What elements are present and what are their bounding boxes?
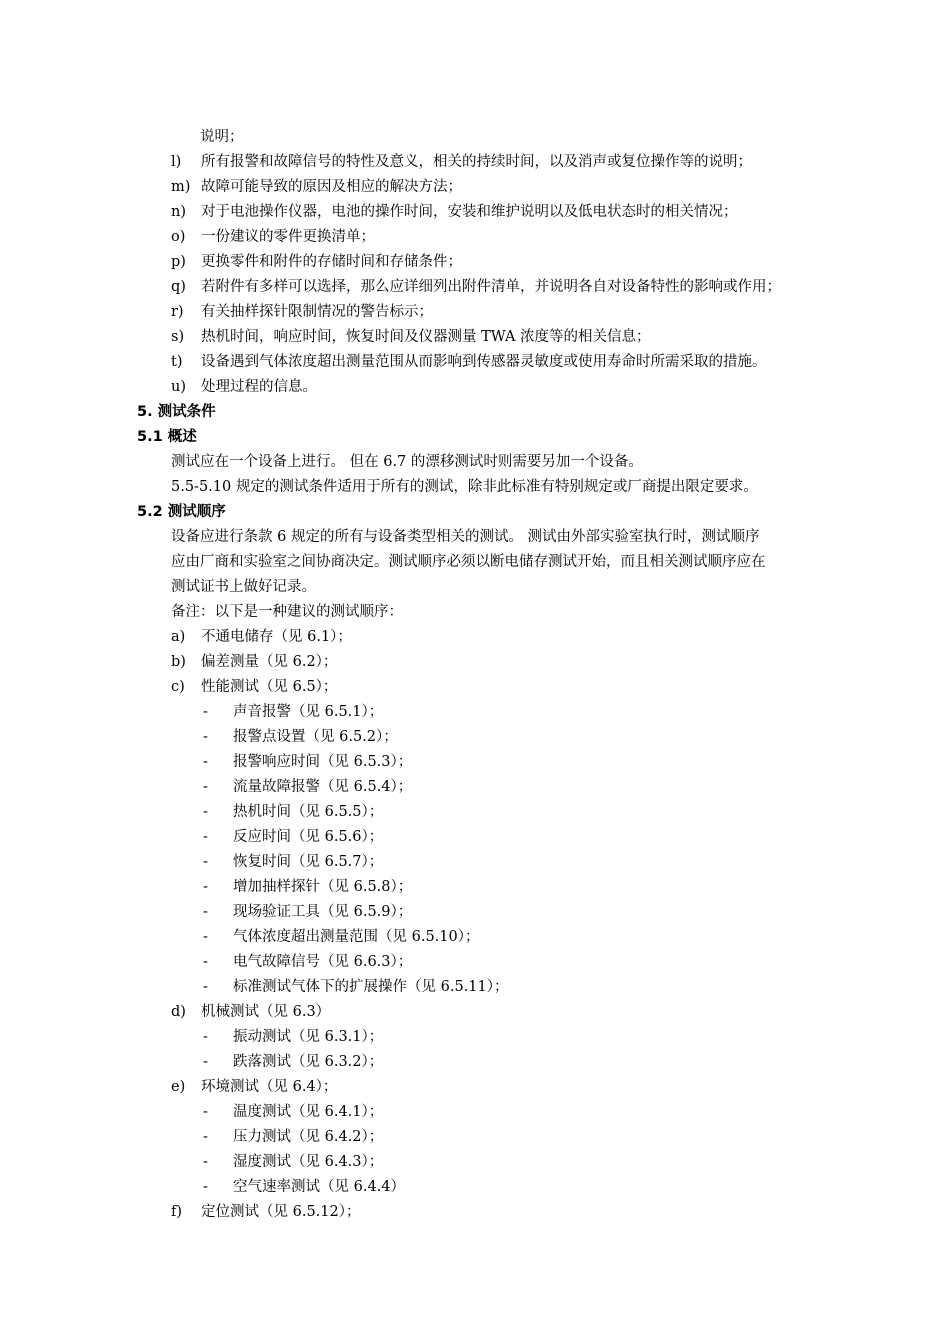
list-marker: - <box>203 954 208 970</box>
list-marker: - <box>203 879 208 895</box>
list-item <box>171 377 317 397</box>
sequence-subitem <box>203 777 412 797</box>
list-marker: a) <box>171 629 186 645</box>
sequence-subitem <box>203 1102 383 1122</box>
list-item <box>171 327 651 347</box>
sequence-subitem <box>203 902 412 922</box>
list-item <box>171 177 462 197</box>
list-marker: q) <box>171 279 186 295</box>
list-item-text: 定位测试（见 6.5.12）； <box>201 1204 361 1220</box>
list-marker: f) <box>171 1204 183 1220</box>
list-marker: t) <box>171 354 183 370</box>
sequence-item <box>171 1202 360 1222</box>
list-item-text: 湿度测试（见 6.4.3）； <box>233 1154 384 1170</box>
sequence-subitem <box>203 952 412 972</box>
list-item-text: 故障可能导致的原因及相应的解决方法； <box>201 179 462 195</box>
list-marker: - <box>203 1129 208 1145</box>
list-marker: - <box>203 779 208 795</box>
list-item <box>171 252 462 272</box>
list-item-text: 振动测试（见 6.3.1）； <box>233 1029 384 1045</box>
sequence-item <box>171 652 337 672</box>
list-item-text: 增加抽样探针（见 6.5.8）； <box>233 879 413 895</box>
list-marker: e) <box>171 1079 186 1095</box>
list-item-text: 压力测试（见 6.4.2）； <box>233 1129 384 1145</box>
list-marker: n) <box>171 204 186 220</box>
sequence-subitem <box>203 1027 383 1047</box>
list-item-text: 偏差测量（见 6.2）； <box>201 654 338 670</box>
list-marker: r) <box>171 304 184 320</box>
list-item-text: 环境测试（见 6.4）； <box>201 1079 338 1095</box>
list-continuation <box>200 127 244 147</box>
list-item-text: 更换零件和附件的存储时间和存储条件； <box>201 254 462 270</box>
list-item-text: 流量故障报警（见 6.5.4）； <box>233 779 413 795</box>
list-marker: u) <box>171 379 186 395</box>
list-marker: - <box>203 1104 208 1120</box>
paragraph: 测试应在一个设备上进行。 但在 6.7 的漂移测试时则需要另加一个设备。 <box>171 454 643 470</box>
paragraph: 5.5-5.10 规定的测试条件适用于所有的测试，除非此标准有特别规定或厂商提出限定要求。 <box>171 479 758 495</box>
list-item-text: 反应时间（见 6.5.6）； <box>233 829 384 845</box>
list-marker: - <box>203 804 208 820</box>
list-item-text: 报警点设置（见 6.5.2）； <box>233 729 398 745</box>
list-item-text: 对于电池操作仪器，电池的操作时间，安装和维护说明以及低电状态时的相关情况； <box>201 204 738 220</box>
list-marker: s) <box>171 329 185 345</box>
paragraph-line: 应由厂商和实验室之间协商决定。测试顺序必须以断电储存测试开始，而且相关测试顺序应在 <box>171 554 766 570</box>
list-item-text: 处理过程的信息。 <box>201 379 317 395</box>
list-marker: - <box>203 829 208 845</box>
list-marker: - <box>203 704 208 720</box>
list-marker: c) <box>171 679 185 695</box>
list-item-text: 热机时间，响应时间，恢复时间及仪器测量 TWA 浓度等的相关信息； <box>201 329 651 345</box>
list-item-text: 设备遇到气体浓度超出测量范围从而影响到传感器灵敏度或使用寿命时所需采取的措施。 <box>201 354 767 370</box>
sequence-subitem <box>203 727 398 747</box>
sequence-item <box>171 1077 337 1097</box>
list-item-text: 声音报警（见 6.5.1）； <box>233 704 384 720</box>
list-item-text: 标准测试气体下的扩展操作（见 6.5.11）； <box>233 979 509 995</box>
list-item <box>171 302 433 322</box>
note: 备注：以下是一种建议的测试顺序： <box>171 604 403 620</box>
list-marker: - <box>203 904 208 920</box>
sequence-subitem <box>203 1177 405 1197</box>
sequence-item <box>171 677 337 697</box>
list-item-text: 电气故障信号（见 6.6.3）； <box>233 954 413 970</box>
list-marker: - <box>203 929 208 945</box>
sequence-subitem <box>203 1127 383 1147</box>
section-heading-5-2: 5.2 测试顺序 <box>137 504 226 520</box>
sequence-subitem <box>203 827 383 847</box>
list-item <box>171 352 767 372</box>
list-item-text: 若附件有多样可以选择，那么应详细列出附件清单，并说明各自对设备特性的影响或作用； <box>201 279 781 295</box>
sequence-subitem <box>203 852 383 872</box>
list-marker: - <box>203 854 208 870</box>
list-marker: - <box>203 1054 208 1070</box>
list-item-text: 报警响应时间（见 6.5.3）； <box>233 754 413 770</box>
list-item-text: 性能测试（见 6.5）； <box>201 679 338 695</box>
list-marker: l) <box>171 154 182 170</box>
list-marker: - <box>203 754 208 770</box>
list-marker: m) <box>171 179 191 195</box>
list-item-text: 一份建议的零件更换清单； <box>201 229 375 245</box>
list-item <box>171 152 752 172</box>
sequence-subitem <box>203 1052 383 1072</box>
list-marker: - <box>203 1029 208 1045</box>
sequence-subitem <box>203 752 412 772</box>
list-marker: o) <box>171 229 186 245</box>
list-item <box>171 277 781 297</box>
list-item-text: 说明； <box>200 129 244 145</box>
list-marker: - <box>203 979 208 995</box>
list-marker: - <box>203 729 208 745</box>
sequence-subitem <box>203 702 383 722</box>
list-item-text: 所有报警和故障信号的特性及意义，相关的持续时间，以及消声或复位操作等的说明； <box>201 154 752 170</box>
paragraph-line: 测试证书上做好记录。 <box>171 579 316 595</box>
list-item-text: 不通电储存（见 6.1）； <box>201 629 352 645</box>
list-marker: p) <box>171 254 186 270</box>
list-item-text: 温度测试（见 6.4.1）； <box>233 1104 384 1120</box>
section-heading-5-1: 5.1 概述 <box>137 429 197 445</box>
sequence-subitem <box>203 977 508 997</box>
list-marker: - <box>203 1179 208 1195</box>
list-item-text: 热机时间（见 6.5.5）； <box>233 804 384 820</box>
sequence-subitem <box>203 1152 383 1172</box>
list-item-text: 空气速率测试（见 6.4.4） <box>233 1179 406 1195</box>
sequence-subitem <box>203 802 383 822</box>
list-marker: d) <box>171 1004 186 1020</box>
list-item-text: 跌落测试（见 6.3.2）； <box>233 1054 384 1070</box>
section-heading-5: 5. 测试条件 <box>137 404 216 420</box>
list-item-text: 有关抽样探针限制情况的警告标示； <box>201 304 433 320</box>
sequence-item <box>171 1002 330 1022</box>
paragraph-line: 设备应进行条款 6 规定的所有与设备类型相关的测试。 测试由外部实验室执行时，测试顺序 <box>171 529 760 545</box>
list-item <box>171 202 738 222</box>
list-marker: b) <box>171 654 186 670</box>
list-item-text: 恢复时间（见 6.5.7）； <box>233 854 384 870</box>
list-item-text: 现场验证工具（见 6.5.9）； <box>233 904 413 920</box>
list-item <box>171 227 375 247</box>
sequence-item <box>171 627 352 647</box>
list-marker: - <box>203 1154 208 1170</box>
sequence-subitem <box>203 927 479 947</box>
list-item-text: 气体浓度超出测量范围（见 6.5.10）； <box>233 929 480 945</box>
sequence-subitem <box>203 877 412 897</box>
list-item-text: 机械测试（见 6.3） <box>201 1004 331 1020</box>
